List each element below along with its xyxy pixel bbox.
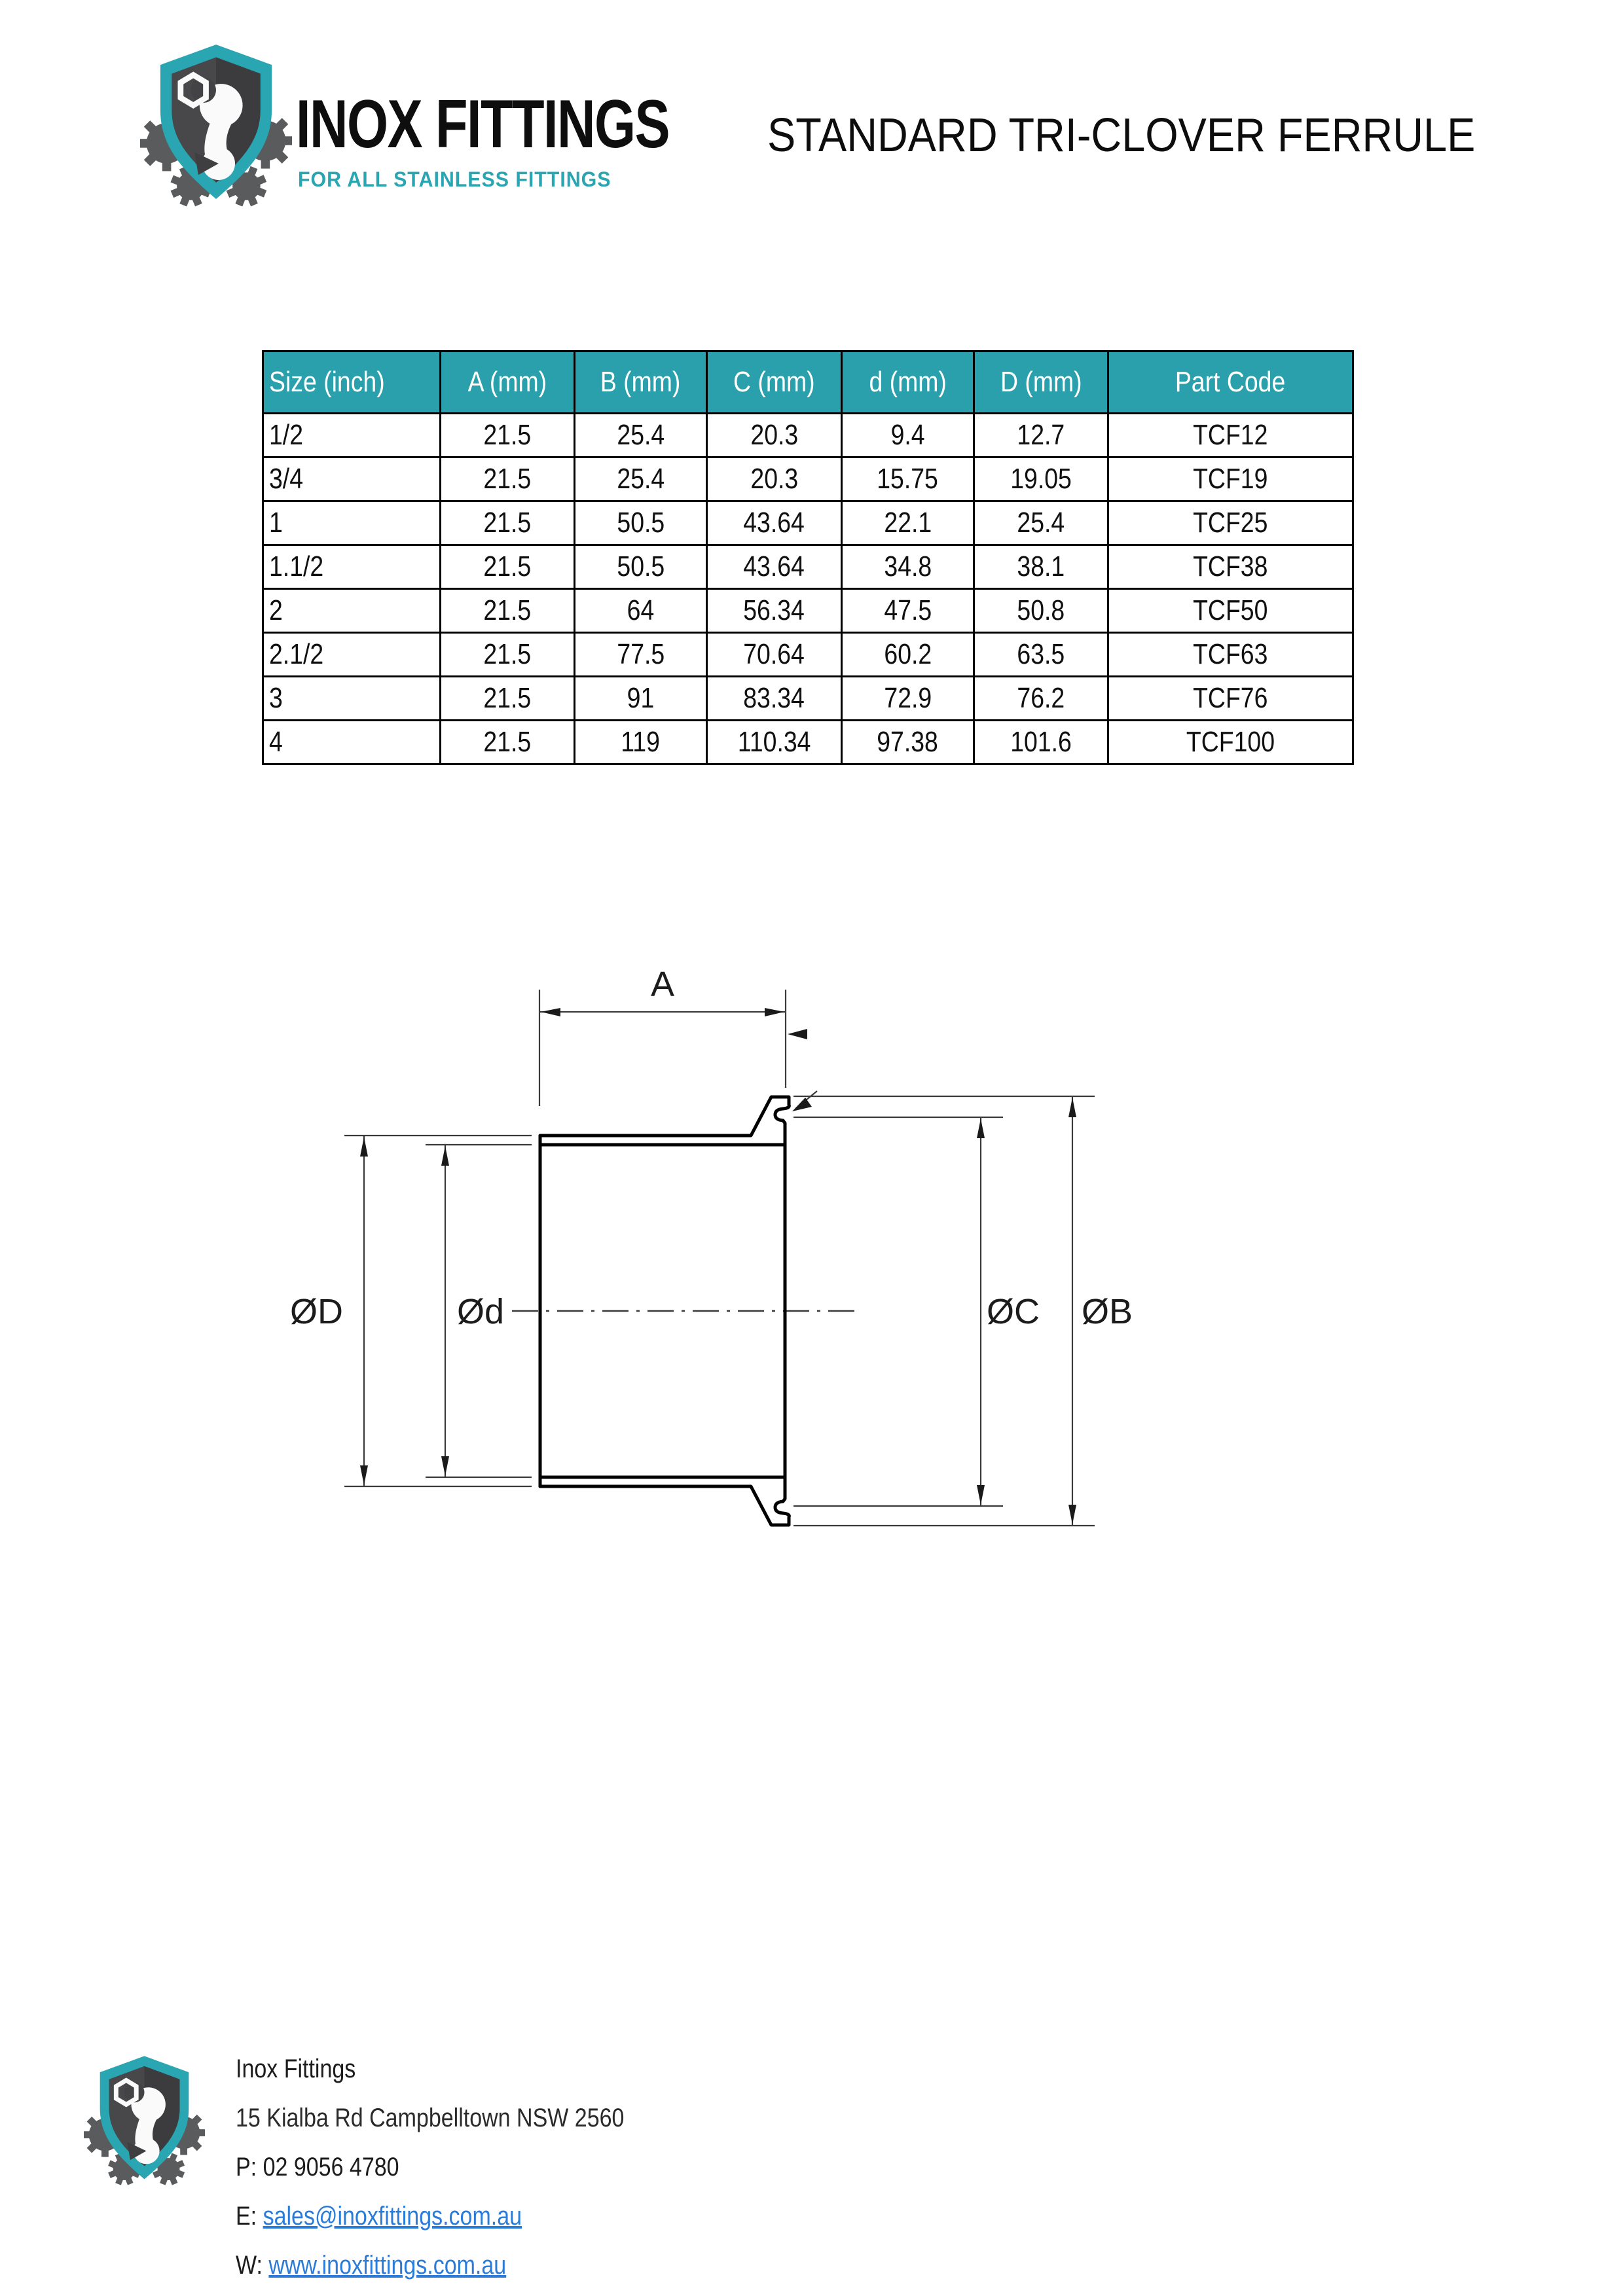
table-cell [707,457,842,501]
table-cell-text: 1/2 [269,419,303,451]
table-cell [707,589,842,633]
footer-company: Inox Fittings [236,2054,356,2083]
column-header-d-big [974,351,1108,414]
column-header-b [575,351,707,414]
dim-label-od: ØD [290,1292,343,1331]
table-cell [974,721,1108,764]
table-cell [263,414,441,457]
table-row [263,677,1353,721]
table-row [263,414,1353,457]
table-cell [974,414,1108,457]
table-cell [974,677,1108,721]
table-cell [441,457,575,501]
brand-name: INOX FITTINGS [296,86,670,162]
table-row [263,501,1353,545]
table-cell-text: 64 [627,594,655,626]
table-cell [575,545,707,589]
column-header-d-small [842,351,974,414]
table-cell [974,633,1108,677]
table-cell [842,457,974,501]
email-label: E: [236,2202,257,2231]
table-cell-text: TCF63 [1193,638,1268,670]
table-cell-text: 15.75 [877,463,939,495]
table-cell [1108,501,1353,545]
table-cell-text: 72.9 [884,682,932,714]
table-cell-text: 21.5 [483,682,532,714]
table-cell [974,545,1108,589]
table-cell-text: 119 [621,726,661,758]
table-cell [842,414,974,457]
table-cell-text: TCF25 [1193,507,1268,539]
table-cell [1108,677,1353,721]
table-cell [842,633,974,677]
footer-web-line [236,2241,506,2290]
web-label: W: [236,2251,263,2280]
table-cell-text: 1 [269,507,283,539]
table-cell-text: TCF76 [1193,682,1268,714]
table-cell [575,501,707,545]
footer-logo [84,2052,205,2185]
table-cell-text: 21.5 [483,594,532,626]
table-cell [842,721,974,764]
table-cell-text: 97.38 [877,726,939,758]
table-cell-text: 21.5 [483,507,532,539]
table-cell [441,501,575,545]
table-cell-text: 22.1 [884,507,932,539]
table-cell-text: 77.5 [617,638,665,670]
page-title: STANDARD TRI-CLOVER FERRULE [767,109,1476,162]
table-cell-text: 2.1/2 [269,638,324,670]
table-cell [441,677,575,721]
table-cell-text: 38.1 [1017,550,1065,583]
table-cell-text: 25.4 [617,463,665,495]
dimension-lines [344,990,1095,1526]
table-cell-text: 91 [627,682,655,714]
table-cell-text: TCF100 [1186,726,1275,758]
column-header-text: C (mm) [733,366,815,398]
table-cell [842,501,974,545]
footer-phone-line [236,2143,399,2192]
column-header-text: A (mm) [467,366,547,398]
table-cell [575,633,707,677]
table-cell-text: 9.4 [890,419,925,451]
table-cell [441,721,575,764]
dim-label-oc: ØC [987,1292,1040,1331]
table-cell [974,589,1108,633]
shield-wrench-logo-icon [84,2052,205,2185]
table-cell-text: 2 [269,594,283,626]
table-cell [441,545,575,589]
table-cell [974,457,1108,501]
table-cell [707,501,842,545]
table-cell [263,545,441,589]
dim-label-a: A [650,965,675,1004]
table-cell-text: 50.5 [617,550,665,583]
table-cell-text: 101.6 [1010,726,1072,758]
table-cell [707,633,842,677]
table-cell-text: 50.8 [1017,594,1065,626]
table-cell-text: 4 [269,726,283,758]
table-cell-text: 21.5 [483,463,532,495]
table-cell [263,721,441,764]
column-header-text: Size (inch) [269,366,385,398]
table-row [263,633,1353,677]
table-cell [707,721,842,764]
table-cell-text: 21.5 [483,419,532,451]
website-link[interactable]: www.inoxfittings.com.au [268,2251,507,2280]
table-cell-text: 3/4 [269,463,303,495]
table-cell-text: 60.2 [884,638,932,670]
table-cell-text: 25.4 [1017,507,1065,539]
table-cell [575,677,707,721]
ferrule-technical-drawing [275,929,1165,1584]
table-cell [263,677,441,721]
spec-table [262,350,1354,765]
table-cell-text: TCF38 [1193,550,1268,583]
table-cell [1108,414,1353,457]
table-cell [1108,457,1353,501]
table-cell-text: 43.64 [743,550,805,583]
table-cell [441,589,575,633]
table-cell [441,414,575,457]
dim-label-ob: ØB [1082,1292,1133,1331]
table-cell-text: 21.5 [483,638,532,670]
table-cell [1108,633,1353,677]
table-cell-text: TCF50 [1193,594,1268,626]
table-cell-text: 83.34 [743,682,805,714]
table-cell [263,457,441,501]
table-cell-text: 47.5 [884,594,932,626]
table-cell-text: 20.3 [750,463,798,495]
shield-wrench-logo-icon [140,39,292,207]
table-cell-text: 76.2 [1017,682,1065,714]
phone-number: 02 9056 4780 [263,2153,399,2181]
column-header-partcode [1108,351,1353,414]
company-logo [140,39,292,207]
column-header-c [707,351,842,414]
table-cell-text: 25.4 [617,419,665,451]
table-row [263,457,1353,501]
table-cell-text: 21.5 [483,726,532,758]
column-header-a [441,351,575,414]
table-cell [575,457,707,501]
spec-table-body [263,414,1353,764]
table-cell [575,414,707,457]
phone-label: P: [236,2153,257,2181]
column-header-text: D (mm) [1000,366,1082,398]
table-cell [842,589,974,633]
table-cell [263,633,441,677]
table-cell [575,721,707,764]
table-cell-text: 56.34 [743,594,805,626]
table-cell-text: 12.7 [1017,419,1065,451]
table-cell [707,677,842,721]
table-row [263,589,1353,633]
table-cell [263,501,441,545]
table-cell [575,589,707,633]
email-link[interactable]: sales@inoxfittings.com.au [263,2202,522,2231]
column-header-size [263,351,441,414]
table-cell [1108,589,1353,633]
footer-email-line [236,2192,522,2241]
dim-label-odsmall: Ød [457,1292,505,1331]
table-cell [707,545,842,589]
table-cell [842,677,974,721]
brand-tagline: FOR ALL STAINLESS FITTINGS [298,168,611,191]
column-header-text: Part Code [1175,366,1286,398]
table-cell [842,545,974,589]
table-row [263,545,1353,589]
table-cell-text: 43.64 [743,507,805,539]
table-cell-text: 50.5 [617,507,665,539]
table-cell-text: 110.34 [737,726,811,758]
table-cell-text: 21.5 [483,550,532,583]
table-cell-text: 63.5 [1017,638,1065,670]
table-cell-text: 34.8 [884,550,932,583]
table-cell [441,633,575,677]
table-cell [974,501,1108,545]
table-cell-text: 70.64 [743,638,805,670]
table-cell-text: 19.05 [1010,463,1072,495]
table-cell [263,589,441,633]
table-cell-text: TCF12 [1193,419,1268,451]
table-cell-text: 1.1/2 [269,550,324,583]
table-cell-text: TCF19 [1193,463,1268,495]
table-cell [1108,721,1353,764]
column-header-text: d (mm) [869,366,947,398]
table-row [263,721,1353,764]
table-cell [707,414,842,457]
table-header-row [263,351,1353,414]
column-header-text: B (mm) [600,366,681,398]
table-cell-text: 20.3 [750,419,798,451]
dimension-arrowheads [360,1008,1076,1524]
table-cell-text: 3 [269,682,283,714]
table-cell [1108,545,1353,589]
footer-address: 15 Kialba Rd Campbelltown NSW 2560 [236,2104,625,2132]
footer-contact-block [236,2045,693,2290]
